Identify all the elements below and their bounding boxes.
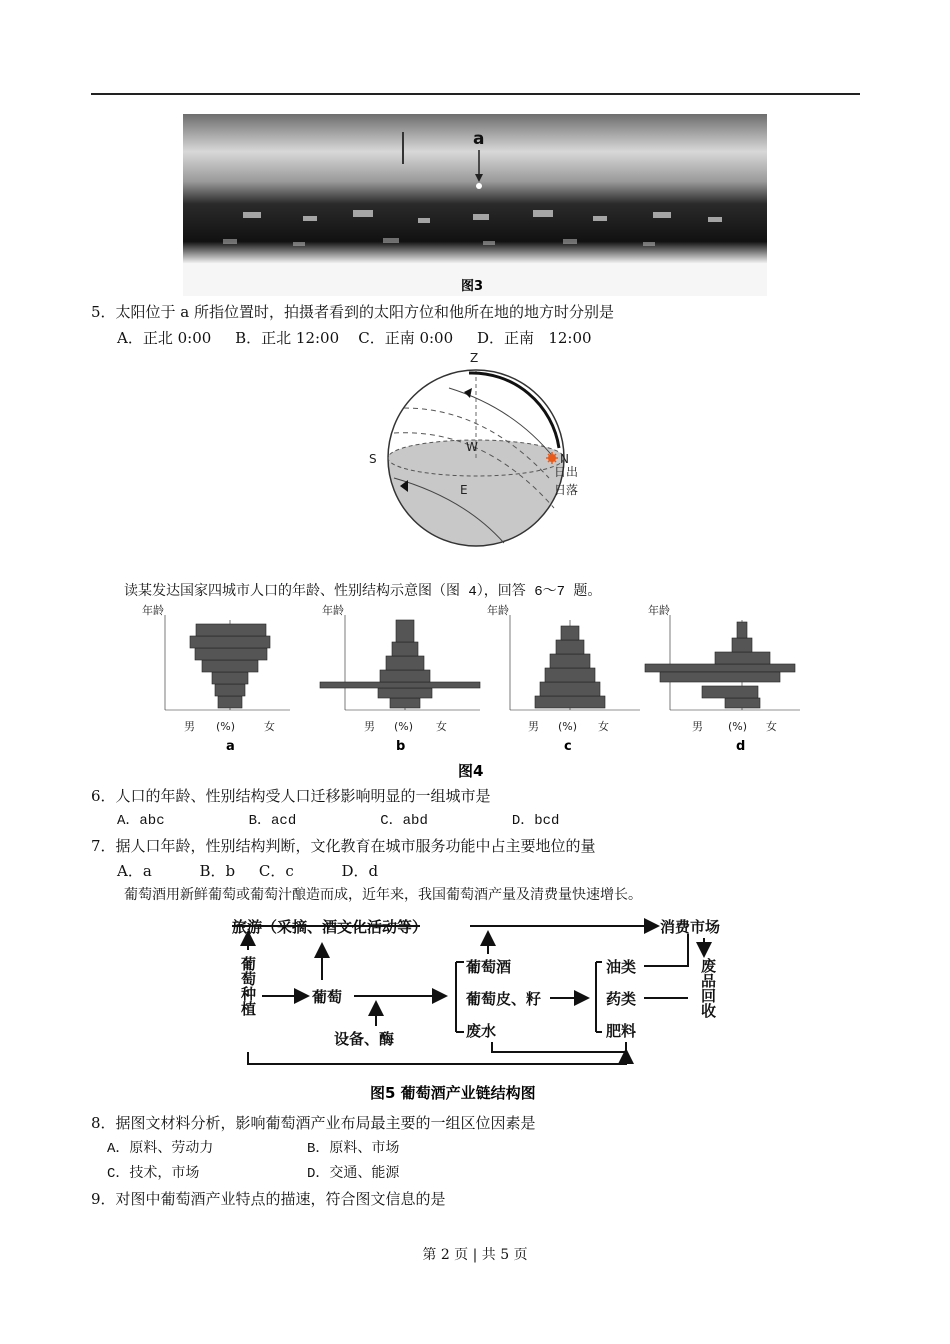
q8-option-c: C．技术，市场 <box>107 1166 200 1182</box>
fig4-age-b: 年龄 <box>322 604 344 617</box>
sphere-sunrise-label: 日出 <box>554 465 579 479</box>
q8-option-b: B．原料、市场 <box>307 1141 400 1157</box>
fig5-fertilizer: 肥料 <box>606 1022 637 1040</box>
fig4-pct-d: (%) <box>728 720 748 733</box>
header-rule <box>91 93 860 95</box>
fig4-panel-d: d <box>736 739 746 754</box>
fig4-panel-c: c <box>564 739 572 754</box>
fig4-female-a: 女 <box>264 720 275 733</box>
fig3-arrow-label: a <box>473 129 485 149</box>
fig5-caption: 图5 葡萄酒产业链结构图 <box>370 1084 536 1102</box>
fig4-panel-b: b <box>396 739 406 754</box>
fig5-waste: 废水 <box>466 1022 497 1040</box>
fig4-female-b: 女 <box>436 720 447 733</box>
fig4-caption: 图4 <box>458 762 484 780</box>
q5-options: A．正北 0:00 B．正北 12:00 C．正南 0:00 D．正南 12:00 <box>117 329 592 347</box>
fig5-equipment: 设备、酶 <box>334 1030 395 1048</box>
celestial-sphere-diagram <box>364 348 594 548</box>
fig5-market: 消费市场 <box>660 918 721 936</box>
fig5-wine: 葡萄酒 <box>466 958 512 976</box>
sphere-z-label: Z <box>470 351 479 365</box>
fig3-caption: 图3 <box>461 279 484 294</box>
fig4-male-b: 男 <box>364 720 375 733</box>
q5-stem: 5．太阳位于 a 所指位置时，拍摄者看到的太阳方位和他所在地的地方时分别是 <box>91 303 615 321</box>
sphere-n-label: N <box>560 452 569 466</box>
fig5-grape: 葡萄 <box>312 988 343 1006</box>
figure-3-photo <box>183 114 767 296</box>
fig5-recycle: 废品回收 <box>699 958 717 1018</box>
fig5-tourism: 旅游（采摘、酒文化活动等） <box>232 918 428 936</box>
fig4-male-d: 男 <box>692 720 703 733</box>
q8-option-a: A．原料、劳动力 <box>107 1141 214 1157</box>
q8-stem: 8．据图文材料分析，影响葡萄酒产业布局最主要的一组区位因素是 <box>91 1114 536 1132</box>
fig5-planting: 葡萄种植 <box>239 956 257 1016</box>
sphere-w-label: W <box>466 440 478 454</box>
q8-option-d: D．交通、能源 <box>307 1166 400 1182</box>
fig4-female-c: 女 <box>598 720 609 733</box>
fig4-pct-c: (%) <box>558 720 578 733</box>
fig4-intro: 读某发达国家四城市人口的年龄、性别结构示意图（图 4），回答 6～7 题。 <box>124 584 602 600</box>
fig4-male-a: 男 <box>184 720 195 733</box>
fig5-intro: 葡萄酒用新鲜葡萄或葡萄汁酿造而成，近年来，我国葡萄酒产量及清费量快速增长。 <box>124 888 642 904</box>
fig5-medicine: 药类 <box>606 990 637 1008</box>
figure-5-industry-chain <box>230 910 750 1110</box>
fig5-oil: 油类 <box>606 958 637 976</box>
sphere-s-label: S <box>369 452 377 466</box>
q6-stem: 6．人口的年龄、性别结构受人口迁移影响明显的一组城市是 <box>91 787 491 805</box>
fig4-age-d: 年龄 <box>648 604 670 617</box>
figure-4-pyramids <box>140 600 800 785</box>
fig4-age-a: 年龄 <box>142 604 164 617</box>
fig5-skin: 葡萄皮、籽 <box>466 990 542 1008</box>
sphere-e-label: E <box>460 483 468 497</box>
sphere-sunset-label: 日落 <box>554 483 579 497</box>
q7-options: A．a B．b C．c D．d <box>117 862 379 880</box>
page-footer: 第 2 页 | 共 5 页 <box>422 1247 528 1263</box>
fig4-panel-a: a <box>226 739 235 754</box>
fig4-male-c: 男 <box>528 720 539 733</box>
fig4-pct-a: (%) <box>216 720 236 733</box>
fig4-age-c: 年龄 <box>487 604 509 617</box>
fig4-female-d: 女 <box>766 720 777 733</box>
fig4-pct-b: (%) <box>394 720 414 733</box>
q7-stem: 7．据人口年龄，性别结构判断，文化教育在城市服务功能中占主要地位的量 <box>91 837 596 855</box>
q6-options: A．abc B．acd C．abd D．bcd <box>117 813 560 829</box>
q9-stem: 9．对图中葡萄酒产业特点的描速，符合图文信息的是 <box>91 1190 446 1208</box>
